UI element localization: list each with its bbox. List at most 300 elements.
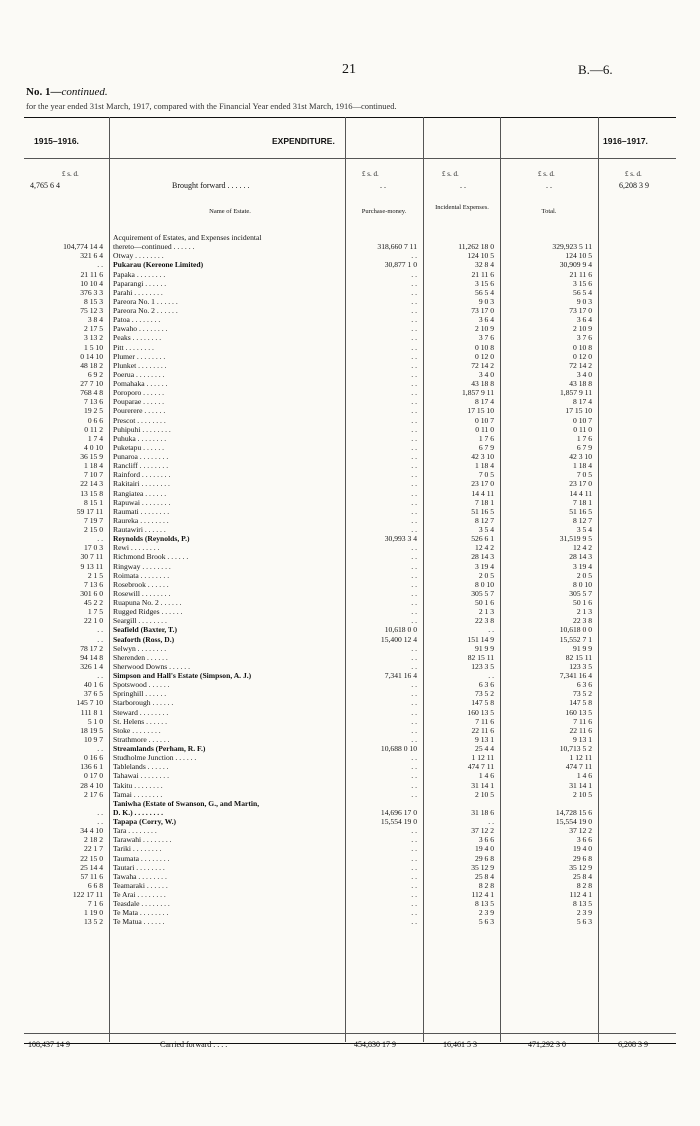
row-prev-year: 75 12 3 bbox=[80, 306, 103, 315]
table-row bbox=[24, 771, 676, 780]
row-total: 10,618 0 0 bbox=[559, 625, 592, 635]
row-incidental-expenses: 2 1 3 bbox=[478, 607, 494, 617]
row-purchase-money: . . bbox=[411, 415, 417, 425]
row-purchase-money: . . bbox=[411, 643, 417, 653]
table-row bbox=[24, 388, 676, 397]
row-curr-year bbox=[598, 708, 676, 717]
row-curr-year bbox=[598, 461, 676, 470]
row-incidental-expenses: 35 12 9 bbox=[471, 862, 494, 872]
table-row bbox=[24, 835, 676, 844]
row-total: 124 10 5 bbox=[565, 251, 592, 261]
row-curr-year bbox=[598, 288, 676, 297]
row-prev-year: 13 15 8 bbox=[80, 488, 103, 498]
table-row bbox=[24, 507, 676, 516]
row-estate-name: Plunket . . . . . . . . bbox=[113, 360, 167, 370]
row-estate-name: Rainford . . . . . . . . bbox=[113, 470, 171, 480]
row-incidental-expenses: 160 13 5 bbox=[467, 707, 494, 717]
row-estate-name: Rancliff . . . . . . . . bbox=[113, 461, 169, 471]
row-total: 0 10 7 bbox=[573, 415, 592, 425]
row-curr-year bbox=[598, 571, 676, 580]
row-total: 50 1 6 bbox=[573, 598, 592, 607]
table-row bbox=[24, 306, 676, 315]
row-prev-year: 7 10 7 bbox=[84, 470, 103, 480]
row-estate-name: Richmond Brook . . . . . . bbox=[113, 552, 189, 562]
row-purchase-money: . . bbox=[411, 588, 417, 598]
row-purchase-money: . . bbox=[411, 780, 417, 790]
row-prev-year: 104,774 14 4 bbox=[63, 242, 103, 252]
row-estate-name: Paparangi . . . . . . bbox=[113, 278, 167, 288]
row-total: 21 11 6 bbox=[569, 269, 592, 279]
row-total: 8 0 10 bbox=[573, 579, 592, 589]
row-estate-name: Pouparae . . . . . . bbox=[113, 397, 165, 407]
row-total: 305 5 7 bbox=[569, 588, 592, 598]
row-incidental-expenses: 3 6 6 bbox=[478, 835, 494, 845]
table-number-label: No. 1— bbox=[26, 86, 62, 98]
row-purchase-money: . . bbox=[411, 360, 417, 370]
table-row bbox=[24, 434, 676, 443]
row-curr-year bbox=[598, 452, 676, 461]
row-purchase-money: . . bbox=[411, 871, 417, 881]
row-curr-year bbox=[598, 434, 676, 443]
row-estate-name: Rautawiri . . . . . . bbox=[113, 525, 166, 534]
row-total: 2 1 3 bbox=[576, 607, 592, 617]
row-estate-name: Seafield (Baxter, T.) bbox=[113, 625, 177, 635]
row-curr-year bbox=[598, 379, 676, 388]
table-row bbox=[24, 589, 676, 598]
row-prev-year bbox=[24, 233, 109, 242]
row-total: 147 5 8 bbox=[569, 698, 592, 708]
row-prev-year: 3 13 2 bbox=[84, 333, 103, 343]
row-curr-year bbox=[598, 470, 676, 479]
table-row bbox=[24, 297, 676, 306]
row-prev-year: 0 17 0 bbox=[84, 771, 103, 781]
row-total: 35 12 9 bbox=[569, 862, 592, 872]
row-purchase-money: . . bbox=[411, 543, 417, 553]
row-total: 7 0 5 bbox=[576, 470, 592, 480]
row-incidental-expenses: 6 3 6 bbox=[478, 680, 494, 690]
row-purchase-money: 30,993 3 4 bbox=[384, 534, 417, 544]
row-incidental-expenses: 6 7 9 bbox=[478, 442, 494, 452]
row-prev-year: 78 17 2 bbox=[80, 643, 103, 653]
row-total: 30,909 9 4 bbox=[559, 260, 592, 270]
row-estate-name: Starborough . . . . . . bbox=[113, 698, 174, 708]
row-prev-year: 22 1 7 bbox=[84, 844, 103, 854]
table-row bbox=[24, 717, 676, 726]
row-total: 0 12 0 bbox=[573, 351, 592, 361]
row-curr-year bbox=[598, 826, 676, 835]
table-row bbox=[24, 543, 676, 552]
row-prev-year: . . bbox=[97, 671, 103, 680]
row-estate-name: Stoke . . . . . . . . bbox=[113, 725, 161, 735]
row-curr-year bbox=[598, 854, 676, 863]
row-estate-name: Spotswood . . . . . . bbox=[113, 680, 170, 690]
row-purchase-money: . . bbox=[411, 579, 417, 589]
row-curr-year bbox=[598, 406, 676, 415]
row-prev-year: . . bbox=[97, 744, 103, 753]
row-total: 3 5 4 bbox=[576, 525, 592, 534]
row-prev-year: . . bbox=[97, 807, 103, 817]
row-prev-year: 2 17 6 bbox=[84, 789, 103, 799]
row-purchase-money: . . bbox=[411, 406, 417, 416]
table-row bbox=[24, 260, 676, 269]
row-estate-name: Pomahaka . . . . . . bbox=[113, 379, 168, 388]
row-prev-year: 321 6 4 bbox=[80, 251, 103, 261]
table-row bbox=[24, 872, 676, 881]
row-total: 3 15 6 bbox=[573, 278, 592, 288]
table-row bbox=[24, 425, 676, 434]
table-row bbox=[24, 607, 676, 616]
row-incidental-expenses: 1 18 4 bbox=[475, 461, 494, 471]
row-estate-name: Tarawahi . . . . . . . . bbox=[113, 835, 172, 845]
year-curr-heading: 1916–1917. bbox=[603, 136, 648, 146]
table-row bbox=[24, 726, 676, 735]
row-prev-year: 1 7 5 bbox=[87, 607, 103, 617]
row-purchase-money: . . bbox=[411, 442, 417, 452]
row-estate-name: Raumati . . . . . . . . bbox=[113, 506, 170, 516]
row-estate-name: Seargill . . . . . . . . bbox=[113, 616, 167, 626]
row-estate-name: Selwyn . . . . . . . . bbox=[113, 643, 167, 653]
row-purchase-money: . . bbox=[411, 561, 417, 571]
row-estate-name: thereto—continued . . . . . . bbox=[113, 242, 195, 252]
row-incidental-expenses: 25 4 4 bbox=[475, 744, 494, 753]
table-row bbox=[24, 881, 676, 890]
carried-forward-curr: 6,208 3 9 bbox=[618, 1040, 648, 1049]
row-estate-name: Tara . . . . . . . . bbox=[113, 826, 157, 836]
unit-total: £ s. d. bbox=[538, 170, 555, 178]
row-curr-year bbox=[598, 552, 676, 561]
row-total: 19 4 0 bbox=[573, 844, 592, 854]
row-curr-year bbox=[598, 233, 676, 242]
table-row bbox=[24, 635, 676, 644]
row-purchase-money: . . bbox=[411, 287, 417, 297]
table-subtitle: for the year ended 31st March, 1917, compared with the Financial Year ended 31st March, 1916—continued. bbox=[26, 101, 397, 111]
row-incidental-expenses: 1 4 6 bbox=[478, 771, 494, 781]
row-total: 5 6 3 bbox=[576, 917, 592, 927]
row-total: 8 12 7 bbox=[573, 515, 592, 525]
row-prev-year: 22 15 0 bbox=[80, 853, 103, 863]
row-estate-name: Pukarau (Kereone Limited) bbox=[113, 260, 204, 270]
row-incidental-expenses: 151 14 9 bbox=[467, 634, 494, 644]
table-row bbox=[24, 799, 676, 808]
row-estate-name: Studholme Junction . . . . . . bbox=[113, 753, 197, 763]
row-incidental-expenses: 8 0 10 bbox=[475, 579, 494, 589]
row-curr-year bbox=[598, 817, 676, 826]
row-incidental-expenses: 8 12 7 bbox=[475, 515, 494, 525]
row-purchase-money: . . bbox=[411, 306, 417, 315]
row-purchase-money: 10,688 0 10 bbox=[380, 744, 417, 753]
row-estate-name: Sherenden . . . . . . bbox=[113, 652, 168, 662]
row-curr-year bbox=[598, 881, 676, 890]
row-purchase-money: . . bbox=[411, 607, 417, 617]
table-row bbox=[24, 625, 676, 634]
row-curr-year bbox=[598, 635, 676, 644]
table-row bbox=[24, 324, 676, 333]
row-total bbox=[500, 799, 598, 808]
row-total: 29 6 8 bbox=[573, 853, 592, 863]
table-number bbox=[26, 86, 108, 98]
row-purchase-money: . . bbox=[411, 826, 417, 836]
row-prev-year: 5 1 0 bbox=[87, 716, 103, 726]
row-incidental-expenses: 9 0 3 bbox=[478, 296, 494, 306]
row-incidental-expenses: . . bbox=[488, 671, 494, 680]
table-row bbox=[24, 470, 676, 479]
row-curr-year bbox=[598, 425, 676, 434]
row-total: 2 0 5 bbox=[576, 570, 592, 580]
row-purchase-money: . . bbox=[411, 315, 417, 325]
row-estate-name: Peaks . . . . . . . . bbox=[113, 333, 162, 343]
table-row bbox=[24, 352, 676, 361]
row-total: 112 4 1 bbox=[569, 890, 592, 899]
row-incidental-expenses: 91 9 9 bbox=[475, 643, 494, 653]
row-prev-year: 2 1 5 bbox=[87, 570, 103, 580]
row-purchase-money: . . bbox=[411, 652, 417, 662]
unit-prev: £ s. d. bbox=[62, 170, 79, 178]
row-total: 3 6 4 bbox=[576, 315, 592, 325]
row-curr-year bbox=[598, 781, 676, 790]
table-row bbox=[24, 315, 676, 324]
row-incidental-expenses: 73 5 2 bbox=[475, 689, 494, 699]
row-total: 3 19 4 bbox=[573, 561, 592, 571]
row-incidental-expenses: 32 8 4 bbox=[475, 260, 494, 270]
row-incidental-expenses bbox=[423, 233, 500, 242]
row-curr-year bbox=[598, 625, 676, 634]
row-prev-year: 122 17 11 bbox=[72, 890, 103, 899]
row-incidental-expenses bbox=[423, 799, 500, 808]
row-incidental-expenses: 0 12 0 bbox=[475, 351, 494, 361]
row-prev-year: 0 14 10 bbox=[80, 351, 103, 361]
row-incidental-expenses: 1 7 6 bbox=[478, 433, 494, 443]
row-purchase-money: . . bbox=[411, 707, 417, 717]
row-purchase-money: . . bbox=[411, 716, 417, 726]
row-incidental-expenses: 3 19 4 bbox=[475, 561, 494, 571]
table-row bbox=[24, 270, 676, 279]
row-estate-name: Raureka . . . . . . . . bbox=[113, 515, 169, 525]
row-curr-year bbox=[598, 260, 676, 269]
row-estate-name: Pareora No. 2 . . . . . . bbox=[113, 306, 178, 315]
row-total: 160 13 5 bbox=[565, 707, 592, 717]
row-estate-name: Tapapa (Corry, W.) bbox=[113, 817, 177, 826]
expenditure-rows bbox=[24, 233, 676, 927]
row-curr-year bbox=[598, 580, 676, 589]
row-incidental-expenses: 22 3 8 bbox=[475, 616, 494, 626]
row-total: 73 5 2 bbox=[573, 689, 592, 699]
row-estate-name: Pawaho . . . . . . . . bbox=[113, 324, 168, 334]
row-prev-year: . . bbox=[97, 625, 103, 635]
table-row bbox=[24, 817, 676, 826]
row-prev-year: 21 11 6 bbox=[80, 269, 103, 279]
row-prev-year: 2 17 5 bbox=[84, 324, 103, 334]
row-incidental-expenses: 12 4 2 bbox=[475, 543, 494, 553]
row-curr-year bbox=[598, 762, 676, 771]
row-curr-year bbox=[598, 361, 676, 370]
table-row bbox=[24, 361, 676, 370]
row-curr-year bbox=[598, 534, 676, 543]
row-purchase-money: . . bbox=[411, 680, 417, 690]
row-estate-name: Teamaraki . . . . . . bbox=[113, 880, 168, 890]
row-curr-year bbox=[598, 917, 676, 926]
carried-forward-incidental: 16,461 5 3 bbox=[443, 1040, 477, 1049]
row-prev-year: 6 9 2 bbox=[87, 369, 103, 379]
row-prev-year: 30 7 11 bbox=[80, 552, 103, 562]
row-estate-name: Puhuka . . . . . . . . bbox=[113, 433, 167, 443]
row-purchase-money: . . bbox=[411, 433, 417, 443]
row-curr-year bbox=[598, 397, 676, 406]
row-estate-name: Te Mata . . . . . . . . bbox=[113, 908, 169, 918]
row-estate-name: Taniwha (Estate of Swanson, G., and Martin, bbox=[113, 798, 260, 808]
row-incidental-expenses: 28 14 3 bbox=[471, 552, 494, 562]
row-purchase-money: . . bbox=[411, 497, 417, 507]
table-row bbox=[24, 288, 676, 297]
row-prev-year: 27 7 10 bbox=[80, 379, 103, 388]
row-total: 7,341 16 4 bbox=[559, 671, 592, 680]
row-incidental-expenses: 7 11 6 bbox=[475, 716, 494, 726]
row-estate-name: Streamlands (Perham, R. F.) bbox=[113, 744, 206, 753]
row-curr-year bbox=[598, 671, 676, 680]
row-purchase-money: . . bbox=[411, 251, 417, 261]
row-estate-name: Rakitairi . . . . . . . . bbox=[113, 479, 170, 489]
row-incidental-expenses: 7 18 1 bbox=[475, 497, 494, 507]
row-total: 329,923 5 11 bbox=[552, 242, 592, 252]
row-curr-year bbox=[598, 735, 676, 744]
row-prev-year: 10 10 4 bbox=[80, 278, 103, 288]
row-estate-name: Tautari . . . . . . . . bbox=[113, 862, 165, 872]
table-row bbox=[24, 680, 676, 689]
row-curr-year bbox=[598, 790, 676, 799]
row-estate-name: Poerua . . . . . . . . bbox=[113, 369, 165, 379]
row-purchase-money: . . bbox=[411, 862, 417, 872]
row-incidental-expenses: 21 11 6 bbox=[471, 269, 494, 279]
row-purchase-money: . . bbox=[411, 844, 417, 854]
row-estate-name: Tawaha . . . . . . . . bbox=[113, 871, 167, 881]
row-purchase-money: . . bbox=[411, 470, 417, 480]
row-total: 3 4 0 bbox=[576, 369, 592, 379]
row-incidental-expenses: 3 6 4 bbox=[478, 315, 494, 325]
row-curr-year bbox=[598, 890, 676, 899]
row-purchase-money: . . bbox=[411, 269, 417, 279]
row-incidental-expenses: 37 12 2 bbox=[471, 826, 494, 836]
row-incidental-expenses: 305 5 7 bbox=[471, 588, 494, 598]
row-purchase-money: . . bbox=[411, 461, 417, 471]
row-curr-year bbox=[598, 343, 676, 352]
row-total: 6 7 9 bbox=[576, 442, 592, 452]
header-rule bbox=[24, 158, 676, 159]
row-prev-year: 7 19 7 bbox=[84, 515, 103, 525]
table-row bbox=[24, 844, 676, 853]
row-estate-name: Ruapuna No. 2 . . . . . . bbox=[113, 598, 182, 607]
row-total bbox=[500, 233, 598, 242]
table-row bbox=[24, 826, 676, 835]
table-row bbox=[24, 379, 676, 388]
row-curr-year bbox=[598, 616, 676, 625]
row-total: 0 11 0 bbox=[573, 424, 592, 434]
table-row bbox=[24, 698, 676, 707]
table-row bbox=[24, 461, 676, 470]
table-row bbox=[24, 333, 676, 342]
row-total: 3 7 6 bbox=[576, 333, 592, 343]
row-total: 7 18 1 bbox=[573, 497, 592, 507]
row-prev-year: 57 11 6 bbox=[80, 871, 103, 881]
row-prev-year: 59 17 11 bbox=[76, 506, 103, 516]
table-row bbox=[24, 525, 676, 534]
row-prev-year: 36 15 9 bbox=[80, 452, 103, 461]
row-estate-name: Poroporo . . . . . . bbox=[113, 388, 165, 398]
row-prev-year: 2 15 0 bbox=[84, 525, 103, 534]
row-purchase-money: . . bbox=[411, 296, 417, 306]
row-incidental-expenses: 8 13 5 bbox=[475, 899, 494, 909]
row-total: 31 14 1 bbox=[569, 780, 592, 790]
row-purchase-money: . . bbox=[411, 552, 417, 562]
row-curr-year bbox=[598, 771, 676, 780]
row-estate-name: Tamai . . . . . . . . bbox=[113, 789, 163, 799]
table-row bbox=[24, 498, 676, 507]
table-row bbox=[24, 744, 676, 753]
row-estate-name: Otway . . . . . . . . bbox=[113, 251, 164, 261]
table-row bbox=[24, 644, 676, 653]
row-curr-year bbox=[598, 607, 676, 616]
table-row bbox=[24, 689, 676, 698]
row-incidental-expenses: 25 8 4 bbox=[475, 871, 494, 881]
row-incidental-expenses: 3 15 6 bbox=[475, 278, 494, 288]
row-incidental-expenses: 124 10 5 bbox=[467, 251, 494, 261]
row-incidental-expenses: 14 4 11 bbox=[471, 488, 494, 498]
row-total: 15,552 7 1 bbox=[559, 634, 592, 644]
col-purchase-heading: Purchase-money. bbox=[361, 208, 407, 215]
row-prev-year: 326 1 4 bbox=[80, 661, 103, 671]
row-estate-name: Roimata . . . . . . . . bbox=[113, 570, 170, 580]
row-estate-name: Puhipuhi . . . . . . . . bbox=[113, 424, 171, 434]
row-prev-year: 18 19 5 bbox=[80, 725, 103, 735]
row-curr-year bbox=[598, 516, 676, 525]
row-total: 10,713 5 2 bbox=[559, 744, 592, 753]
row-curr-year bbox=[598, 489, 676, 498]
row-prev-year: 301 6 0 bbox=[80, 588, 103, 598]
row-estate-name: Parahi . . . . . . . . bbox=[113, 287, 163, 297]
row-purchase-money: . . bbox=[411, 734, 417, 744]
table-number-continued: continued. bbox=[61, 86, 108, 98]
row-purchase-money: . . bbox=[411, 388, 417, 398]
document-code: B.—6. bbox=[578, 62, 613, 77]
row-incidental-expenses: 526 6 1 bbox=[471, 534, 494, 544]
brought-forward-curr: 6,208 3 9 bbox=[619, 181, 649, 190]
row-purchase-money: . . bbox=[411, 351, 417, 361]
row-estate-name: Reynolds (Reynolds, P.) bbox=[113, 534, 190, 544]
row-total: 9 0 3 bbox=[576, 296, 592, 306]
table-row bbox=[24, 808, 676, 817]
table-row bbox=[24, 397, 676, 406]
row-incidental-expenses: 0 10 7 bbox=[475, 415, 494, 425]
row-estate-name: Plumer . . . . . . . . bbox=[113, 351, 166, 361]
row-prev-year: 37 6 5 bbox=[84, 689, 103, 699]
row-purchase-money: . . bbox=[411, 369, 417, 379]
table-row bbox=[24, 762, 676, 771]
row-prev-year: 4 0 10 bbox=[84, 442, 103, 452]
row-purchase-money bbox=[345, 799, 423, 808]
row-incidental-expenses: 112 4 1 bbox=[471, 890, 494, 899]
row-purchase-money: . . bbox=[411, 853, 417, 863]
row-purchase-money: 7,341 16 4 bbox=[384, 671, 417, 680]
row-incidental-expenses: 11,262 18 0 bbox=[458, 242, 494, 252]
table-row bbox=[24, 908, 676, 917]
row-curr-year bbox=[598, 525, 676, 534]
table-row bbox=[24, 452, 676, 461]
row-purchase-money: . . bbox=[411, 789, 417, 799]
row-prev-year: 0 11 2 bbox=[84, 424, 103, 434]
row-purchase-money: . . bbox=[411, 835, 417, 845]
row-prev-year: 28 4 10 bbox=[80, 780, 103, 790]
row-incidental-expenses: 0 10 8 bbox=[475, 342, 494, 352]
row-total: 1 18 4 bbox=[573, 461, 592, 471]
table-row bbox=[24, 534, 676, 543]
